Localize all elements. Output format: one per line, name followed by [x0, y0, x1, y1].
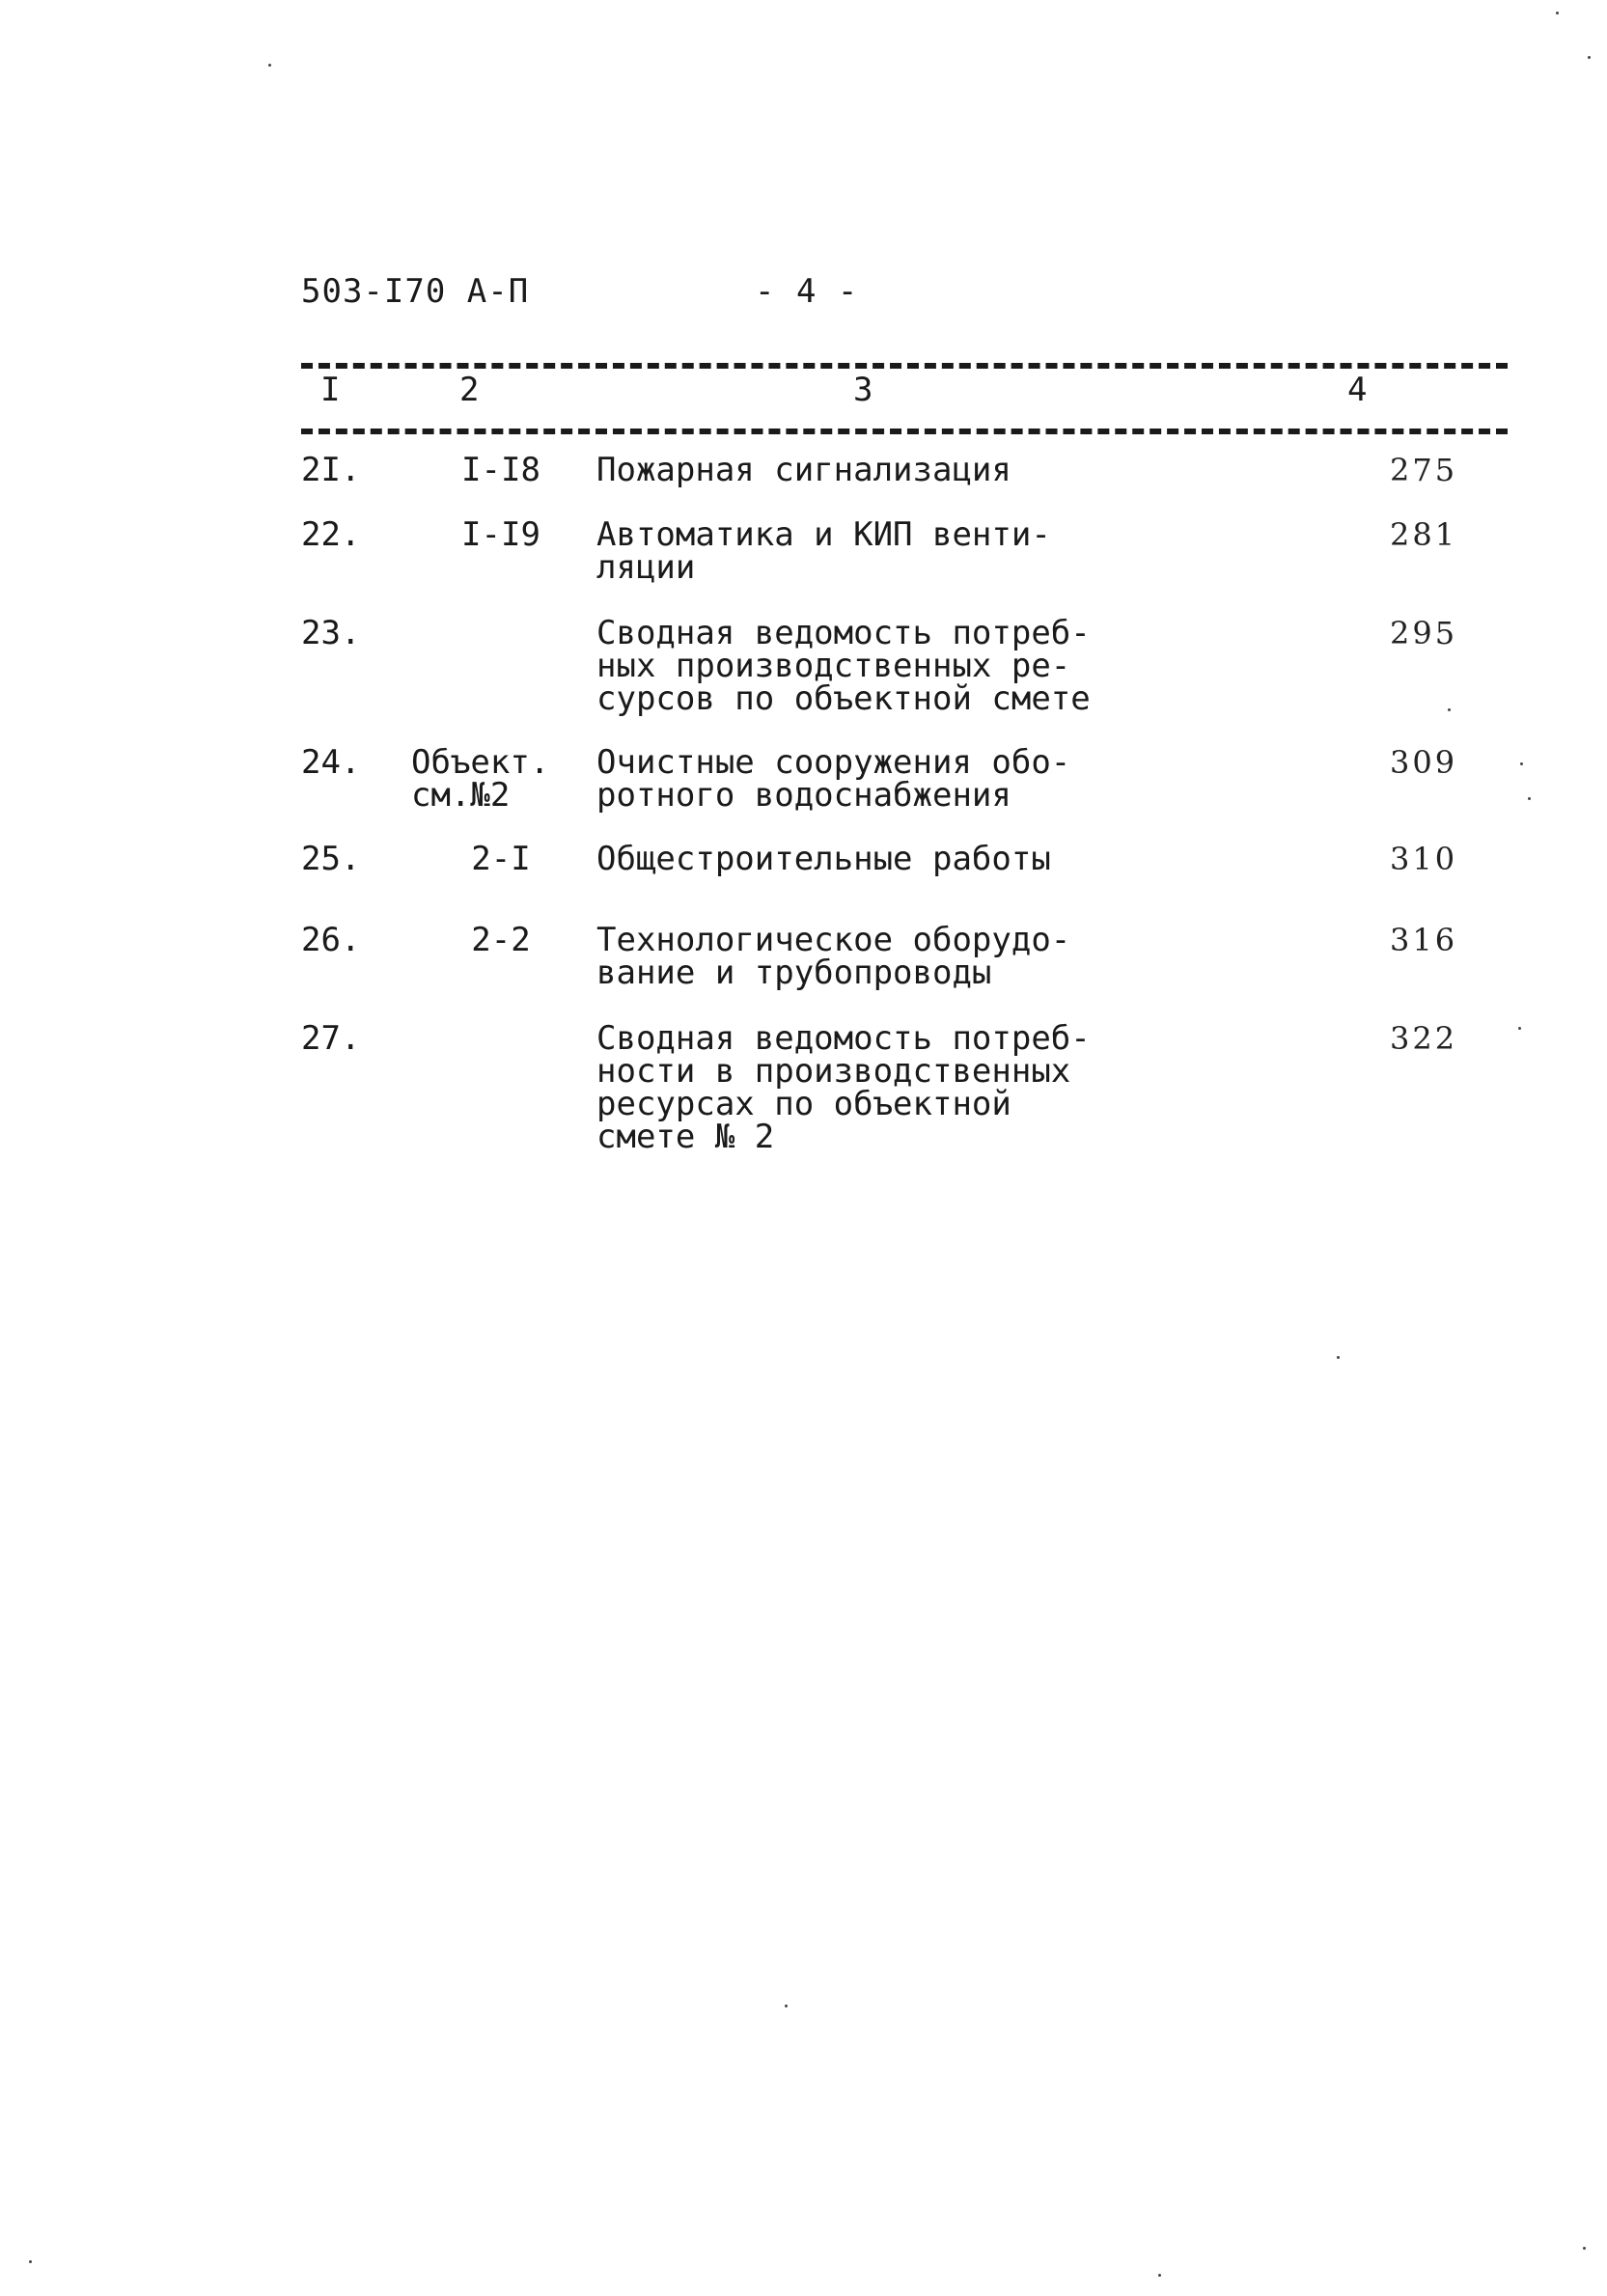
row-page: 322 [1390, 1020, 1458, 1057]
scan-speck [268, 64, 271, 67]
row-title: Пожарная сигнализация [596, 451, 1011, 489]
table-row [0, 840, 1607, 924]
row-title: Технологическое оборудо- вание и трубопроводы [596, 921, 1071, 992]
row-page: 295 [1390, 615, 1458, 651]
scan-speck [1520, 762, 1523, 765]
scan-speck [1583, 2247, 1586, 2250]
row-number: 23. [301, 614, 361, 652]
scan-speck [1518, 1027, 1521, 1030]
row-title: Сводная ведомость потреб- ных производственных ре- сурсов по объектной смете [596, 614, 1091, 718]
row-page: 281 [1390, 516, 1458, 553]
column-header-4: 4 [1347, 371, 1368, 409]
page-header [301, 272, 859, 311]
row-page: 309 [1390, 744, 1458, 781]
row-code: I-I9 [461, 515, 540, 554]
row-number: 26. [301, 921, 361, 959]
scan-speck [1528, 797, 1531, 800]
row-number: 22. [301, 515, 361, 554]
row-page: 316 [1390, 922, 1458, 958]
row-number: 2I. [301, 451, 361, 489]
column-header-3: 3 [853, 371, 873, 409]
row-title: Сводная ведомость потреб- ности в производственных ресурсах по объектной смете № 2 [596, 1019, 1091, 1156]
row-title: Общестроительные работы [596, 840, 1051, 878]
column-header-1: I [320, 371, 341, 409]
page-number: - 4 - [755, 272, 859, 311]
row-title: Автоматика и КИП венти- ляции [596, 515, 1051, 587]
scan-speck [29, 2260, 32, 2263]
scan-speck [1337, 1356, 1340, 1359]
row-page: 310 [1390, 841, 1458, 877]
table-row [0, 1019, 1607, 1176]
table-body [0, 451, 1607, 1176]
table-row [0, 515, 1607, 617]
scan-speck [785, 2005, 788, 2007]
row-code: Объект. см.№2 [411, 743, 550, 815]
scan-speck [1588, 56, 1591, 59]
table-column-headers [0, 371, 1607, 419]
scan-speck [1556, 12, 1559, 14]
table-row [0, 614, 1607, 746]
column-header-2: 2 [459, 371, 480, 409]
scan-speck [1448, 708, 1451, 711]
row-title: Очистные сооружения обо- ротного водоснабжения [596, 743, 1071, 815]
table-top-rule [301, 363, 1508, 369]
table-row [0, 921, 1607, 1022]
table-row [0, 451, 1607, 518]
scan-speck [1158, 2274, 1161, 2277]
row-number: 25. [301, 840, 361, 878]
row-code: 2-I [471, 840, 531, 878]
row-number: 24. [301, 743, 361, 782]
table-row [0, 743, 1607, 843]
row-code: 2-2 [471, 921, 531, 959]
document-number: 503-I70 А-П [301, 272, 530, 311]
row-page: 275 [1390, 452, 1458, 488]
row-number: 27. [301, 1019, 361, 1058]
row-code: I-I8 [461, 451, 540, 489]
table-header-rule [301, 429, 1508, 434]
